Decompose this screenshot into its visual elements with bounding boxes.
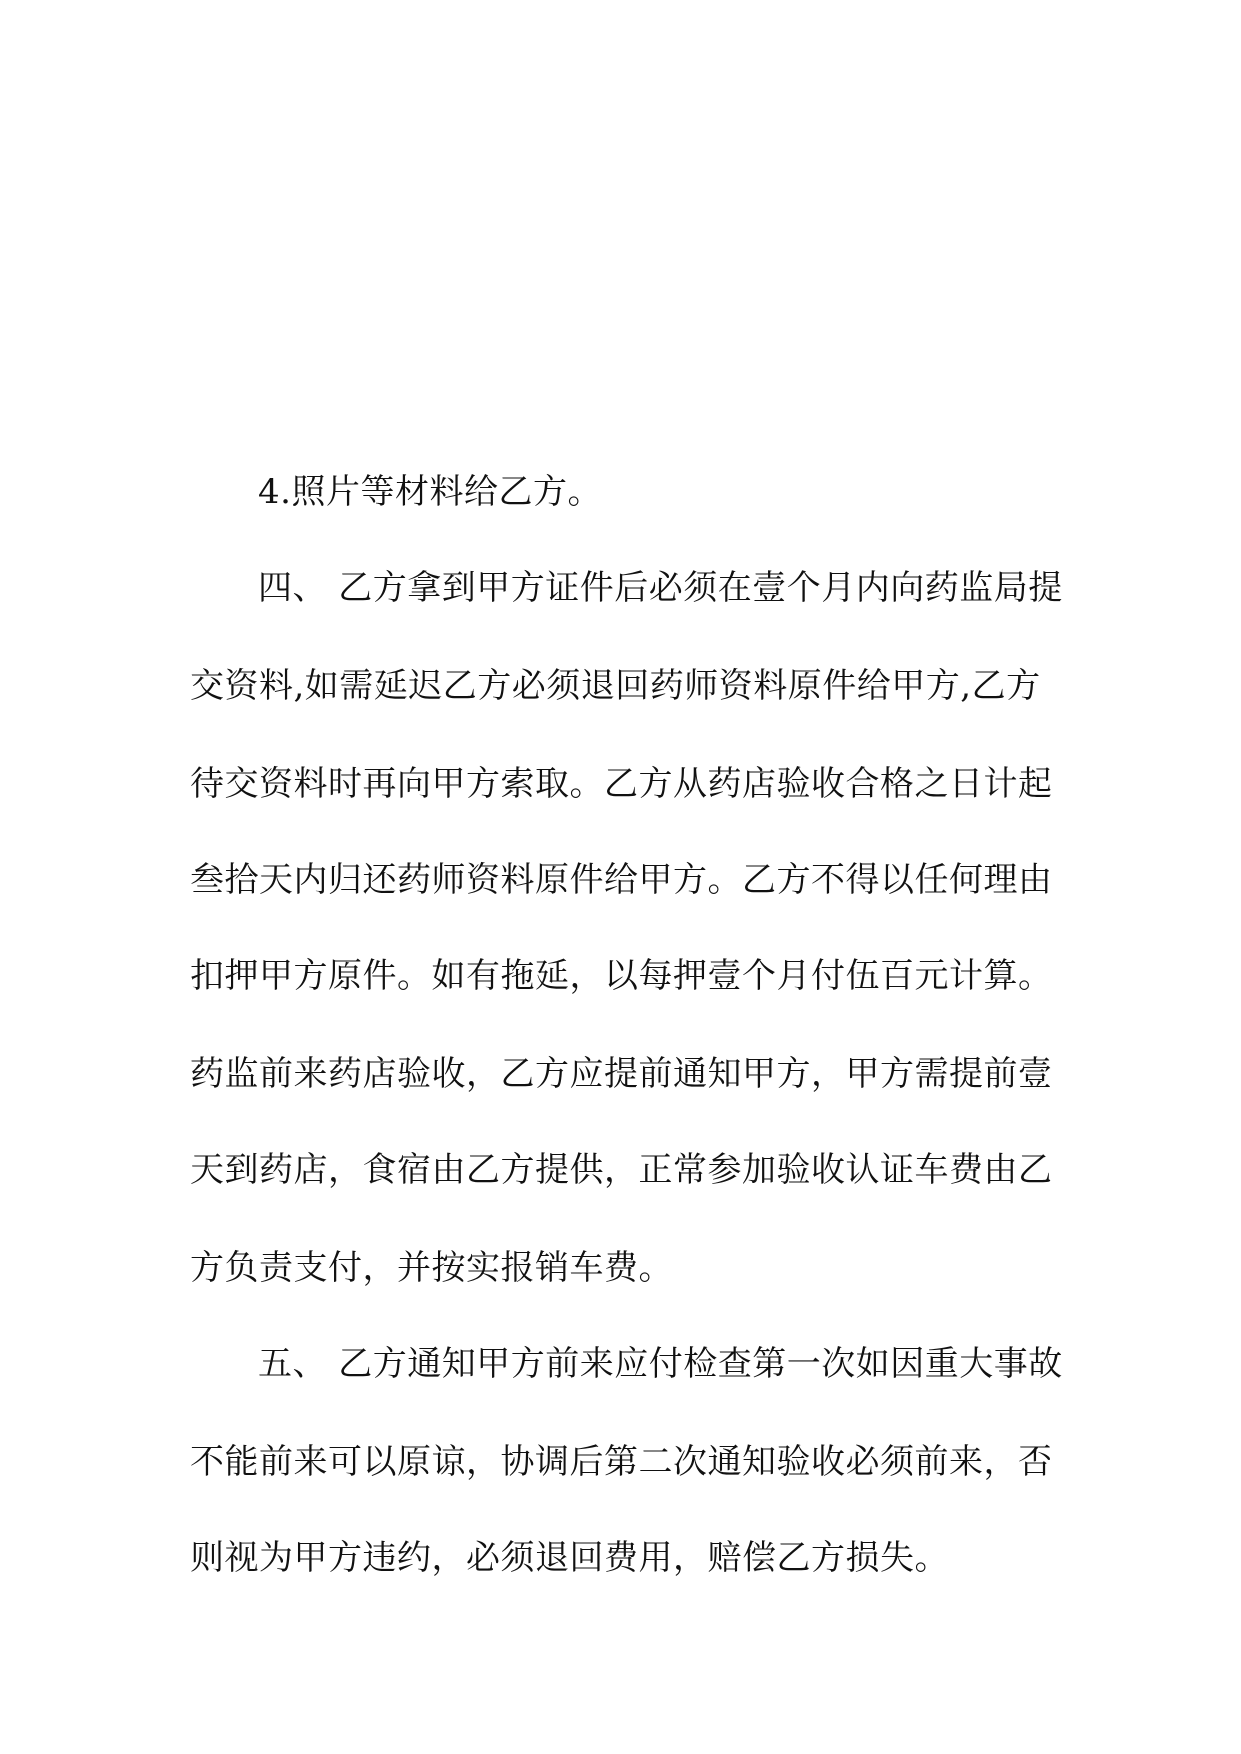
section-four-line-4: 叁拾天内归还药师资料原件给甲方。乙方不得以任何理由 bbox=[190, 860, 1053, 900]
section-four-line-5: 扣押甲方原件。如有拖延，以每押壹个月付伍百元计算。 bbox=[190, 956, 1053, 996]
section-four-line-6: 药监前来药店验收，乙方应提前通知甲方，甲方需提前壹 bbox=[190, 1054, 1053, 1094]
section-four-line-3: 待交资料时再向甲方索取。乙方从药店验收合格之日计起 bbox=[190, 764, 1053, 804]
section-five-line-2: 不能前来可以原谅，协调后第二次通知验收必须前来，否 bbox=[190, 1442, 1053, 1482]
section-four-line-7: 天到药店，食宿由乙方提供，正常参加验收认证车费由乙 bbox=[190, 1150, 1053, 1190]
section-four-line-8: 方负责支付，并按实报销车费。 bbox=[190, 1248, 673, 1288]
section-five-line-3: 则视为甲方违约，必须退回费用，赔偿乙方损失。 bbox=[190, 1538, 949, 1578]
item-4-line: 4.照片等材料给乙方。 bbox=[258, 472, 602, 512]
section-four-line-2: 交资料,如需延迟乙方必须退回药师资料原件给甲方,乙方 bbox=[190, 666, 1041, 706]
section-four-line-1: 四、 乙方拿到甲方证件后必须在壹个月内向药监局提 bbox=[258, 568, 1063, 608]
section-five-line-1: 五、 乙方通知甲方前来应付检查第一次如因重大事故 bbox=[258, 1344, 1063, 1384]
